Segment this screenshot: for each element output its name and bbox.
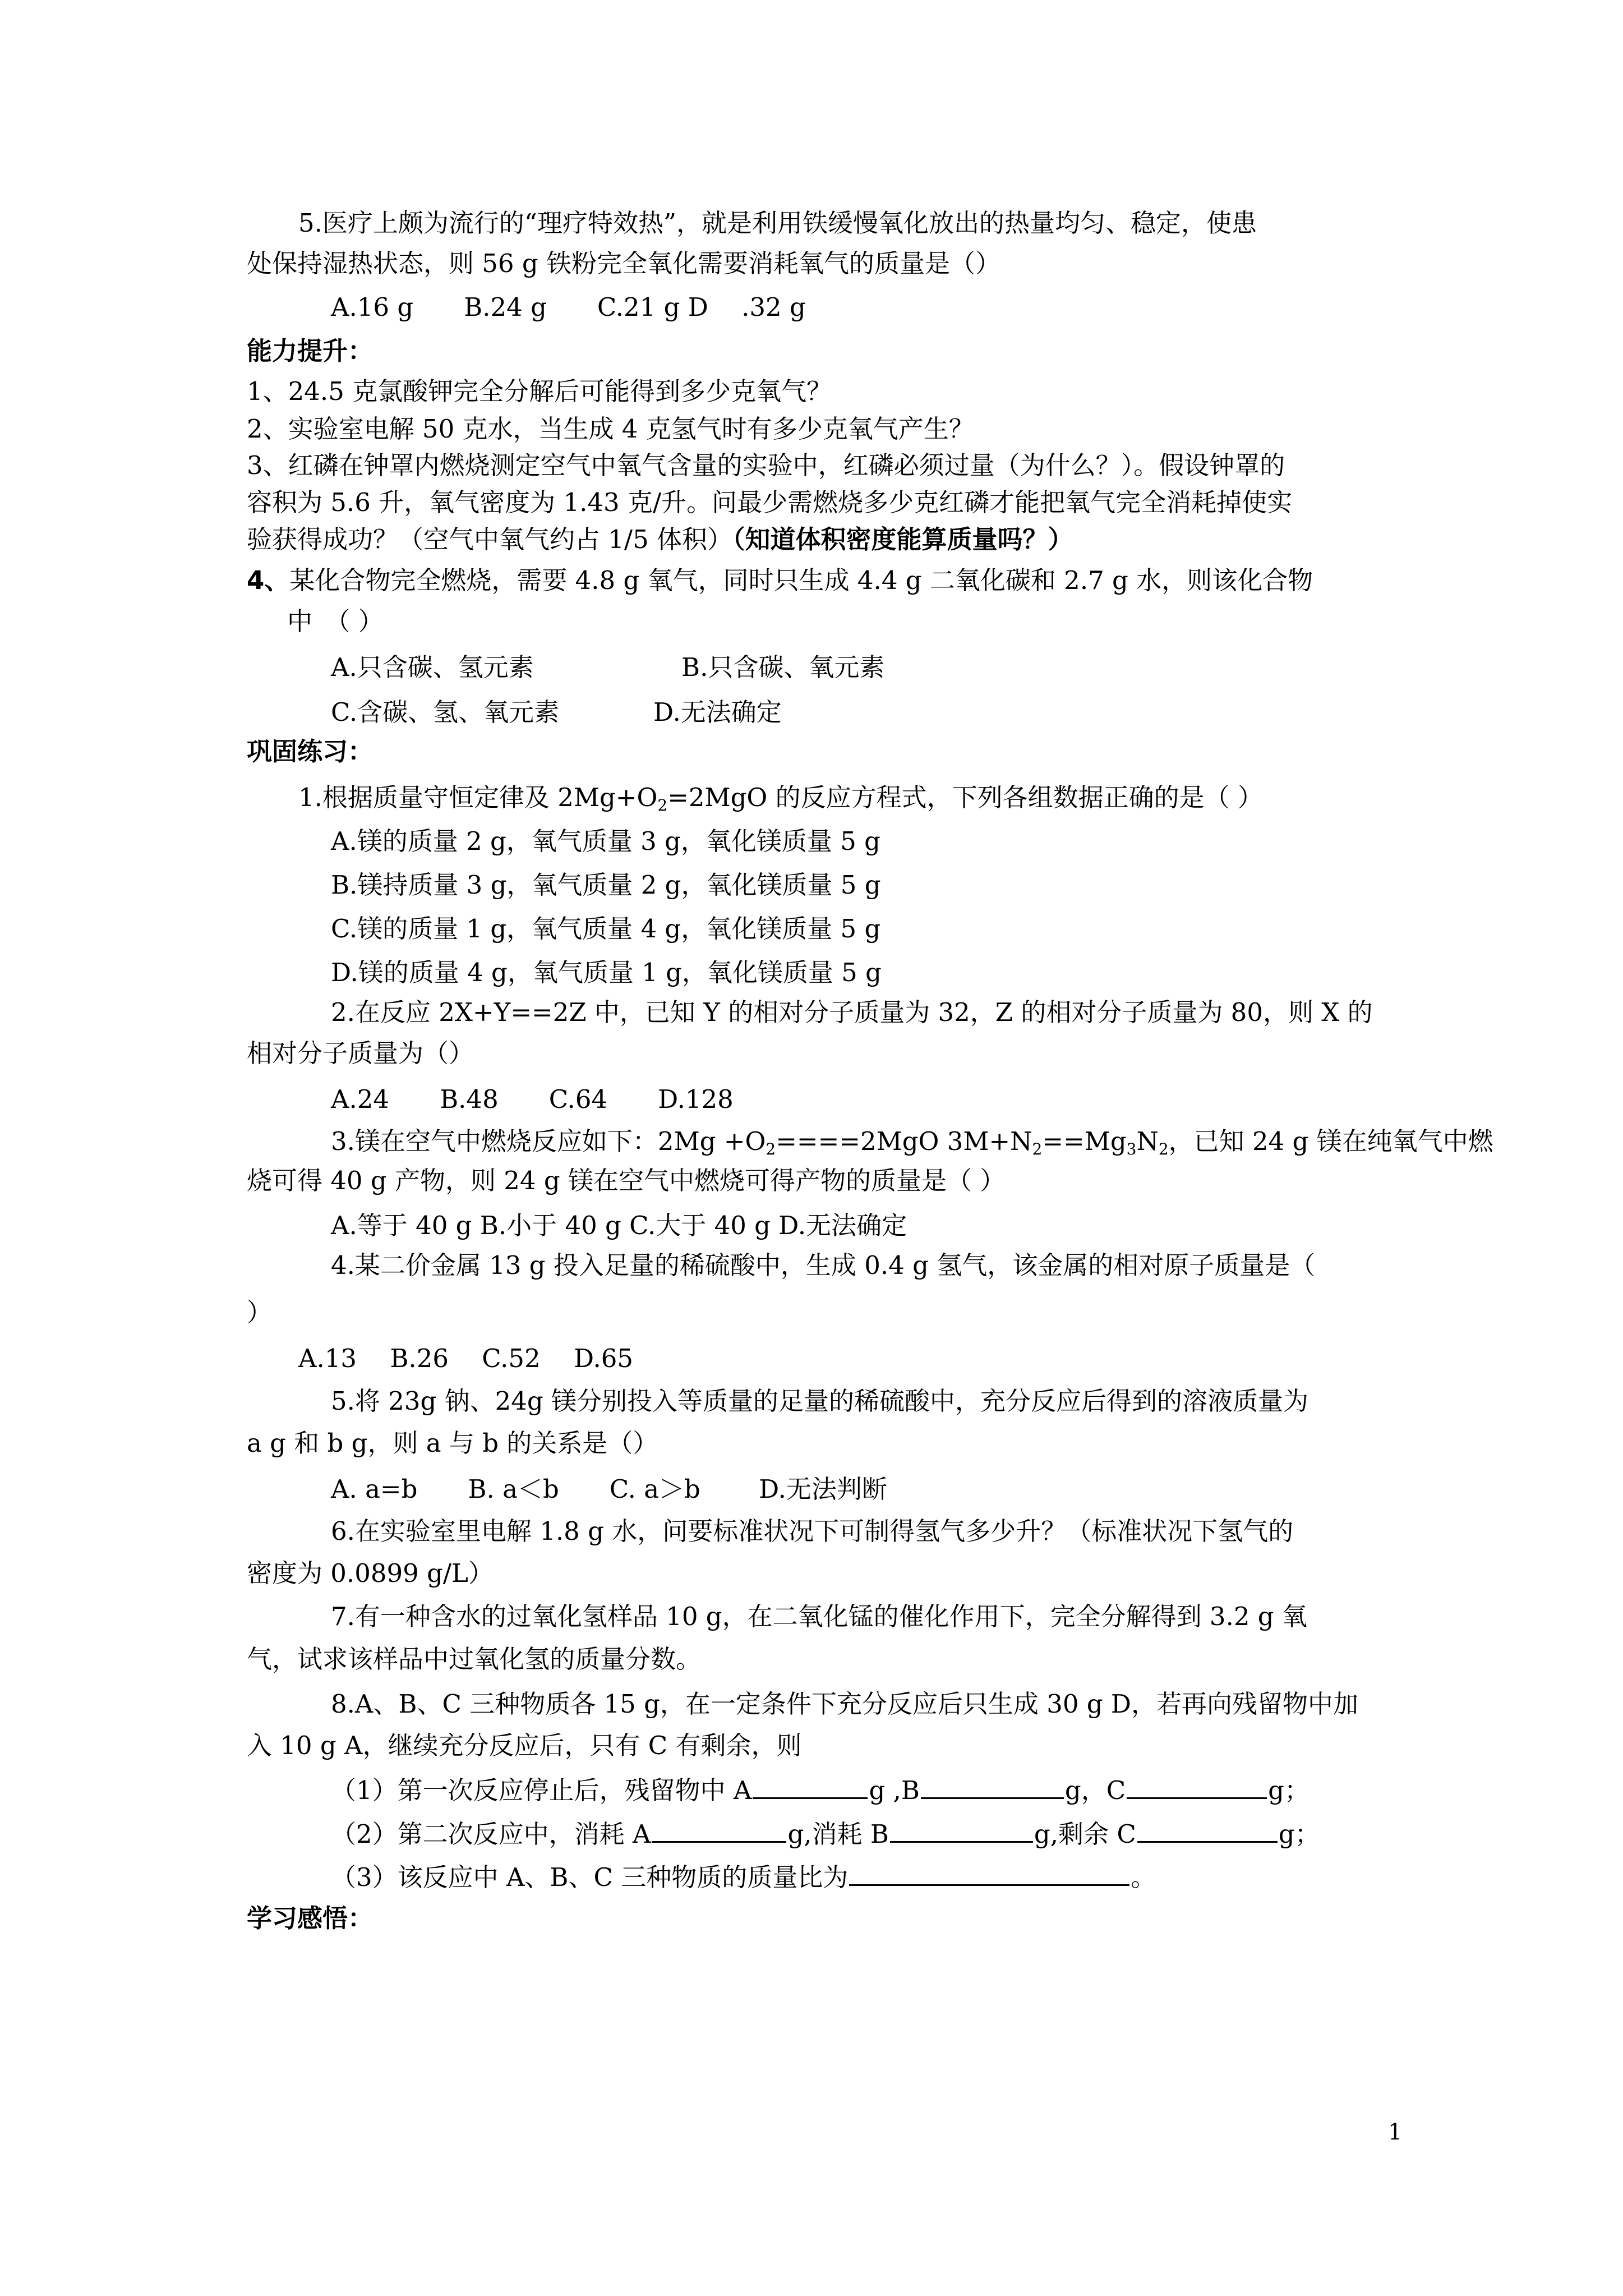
consolidate-sub1 — [331, 1773, 1310, 1807]
ability-q2: 2、实验室电解 50 克水，当生成 4 克氢气时有多少克氧气产生？ — [247, 414, 974, 444]
consolidate-p8-line1: 8.A、B、C 三种物质各 15 g，在一定条件下充分反应后只生成 30 g D，若再向残留物中加 — [331, 1689, 1358, 1719]
consolidate-p6-line2: 密度为 0.0899 g/L） — [247, 1558, 494, 1588]
consolidate-sub2 — [331, 1816, 1320, 1851]
top-q5-options: A.16 g B.24 g C.21 g D .32 g — [331, 292, 806, 322]
consolidate-p3-options: A.等于 40 g B.小于 40 g C.大于 40 g D.无法确定 — [331, 1211, 907, 1240]
consolidate-p5-options: A. a=b B. a＜b C. a＞b D.无法判断 — [331, 1474, 887, 1504]
p3-sub4: 2 — [1158, 1140, 1169, 1158]
p3-sub2: 2 — [1032, 1140, 1043, 1158]
ability-q4-number: 4、 — [247, 565, 290, 595]
consolidate-p1-line1 — [298, 781, 1263, 815]
consolidate-p7-line1: 7.有一种含水的过氧化氢样品 10 g，在二氧化锰的催化作用下，完全分解得到 3.2 g 氧 — [331, 1602, 1307, 1631]
consolidate-p4-options: A.13 B.26 C.52 D.65 — [298, 1343, 634, 1373]
ability-q3-text: 验获得成功？（空气中氧气约占 1/5 体积） — [247, 524, 733, 554]
consolidate-p4-line1: 4.某二价金属 13 g 投入足量的稀硫酸中，生成 0.4 g 氢气，该金属的相对原子质量是（ — [331, 1250, 1316, 1280]
consolidate-p3-line1 — [331, 1125, 1493, 1158]
p3-text-d: N — [1136, 1126, 1159, 1156]
consolidate-p4-line2: ） — [247, 1297, 273, 1327]
ability-q4-text: 某化合物完全燃烧，需要 4.8 g 氧气，同时只生成 4.4 g 二氧化碳和 2.7 g 水，则该化合物 — [289, 565, 1313, 595]
page-number: 1 — [1388, 2119, 1403, 2145]
consolidate-p5-line2: a g 和 b g，则 a 与 b 的关系是（） — [247, 1428, 658, 1458]
ability-q3-line3 — [247, 523, 1073, 556]
p1-text-a: 1.根据质量守恒定律及 2Mg+O — [298, 783, 658, 812]
sub1-unit-c: g，C — [1064, 1775, 1126, 1805]
answer-blank-3[interactable] — [849, 1860, 1129, 1886]
p1-text-b: =2MgO 的反应方程式，下列各组数据正确的是（ ） — [667, 783, 1263, 812]
consolidate-sub3 — [331, 1860, 1156, 1894]
consolidate-p7-line2: 气，试求该样品中过氧化氢的质量分数。 — [247, 1644, 702, 1674]
p3-text-c: ==Mg — [1042, 1126, 1127, 1156]
consolidate-p1-option-a: A.镁的质量 2 g，氧气质量 3 g，氧化镁质量 5 g — [331, 826, 880, 856]
ability-q4-option-c: C.含碳、氢、氧元素 — [331, 697, 560, 727]
consolidate-heading: 巩固练习： — [247, 737, 374, 766]
consolidate-p3-line2: 烧可得 40 g 产物，则 24 g 镁在空气中燃烧可得产物的质量是（ ） — [247, 1166, 1006, 1195]
ability-q4-line1 — [247, 564, 1313, 597]
p3-text-b: ====2MgO 3M+N — [776, 1126, 1032, 1156]
sub1-unit-d: g； — [1268, 1775, 1310, 1805]
answer-blank-1b[interactable] — [921, 1773, 1064, 1799]
answer-blank-2b[interactable] — [890, 1816, 1033, 1843]
ability-heading: 能力提升： — [247, 336, 374, 366]
reflection-heading: 学习感悟： — [247, 1903, 374, 1933]
ability-q3-hint: （知道体积密度能算质量吗？） — [732, 524, 1073, 554]
p3-sub1: 2 — [766, 1140, 776, 1158]
ability-q3-line1: 3、红磷在钟罩内燃烧测定空气中氧气含量的实验中，红磷必须过量（为什么？）。假设钟罩的 — [247, 450, 1285, 480]
top-q5-line1: 5.医疗上颇为流行的“理疗特效热”，就是利用铁缓慢氧化放出的热量均匀、稳定，使患 — [298, 208, 1257, 238]
p3-text-e: ，已知 24 g 镁在纯氧气中燃 — [1168, 1126, 1493, 1156]
top-q5-line2: 处保持湿热状态，则 56 g 铁粉完全氧化需要消耗氧气的质量是（） — [247, 249, 1000, 278]
p1-subscript: 2 — [657, 796, 668, 815]
consolidate-p1-option-d: D.镁的质量 4 g，氧气质量 1 g，氧化镁质量 5 g — [331, 958, 882, 987]
sub1-label: （1）第一次反应停止后，残留物中 A — [331, 1775, 752, 1805]
consolidate-p1-option-c: C.镁的质量 1 g，氧气质量 4 g，氧化镁质量 5 g — [331, 914, 881, 944]
sub3-label: （3）该反应中 A、B、C 三种物质的质量比为 — [331, 1862, 849, 1892]
sub2-unit-d: g； — [1278, 1819, 1320, 1849]
answer-blank-2c[interactable] — [1137, 1816, 1278, 1843]
sub2-unit-c: g,剩余 C — [1034, 1819, 1136, 1849]
consolidate-p6-line1: 6.在实验室里电解 1.8 g 水，问要标准状况下可制得氢气多少升？（标准状况下氢气的 — [331, 1516, 1294, 1546]
p3-sub3: 3 — [1126, 1140, 1137, 1158]
ability-q4-line2: 中 （ ） — [287, 606, 384, 636]
ability-q4-option-b: B.只含碳、氧元素 — [681, 652, 885, 682]
ability-q3-line2: 容积为 5.6 升，氧气密度为 1.43 克/升。问最少需燃烧多少克红磷才能把氧气完全消耗掉使实 — [247, 487, 1293, 517]
sub2-unit-b: g,消耗 B — [787, 1819, 889, 1849]
consolidate-p1-option-b: B.镁持质量 3 g，氧气质量 2 g，氧化镁质量 5 g — [331, 870, 881, 900]
consolidate-p2-options: A.24 B.48 C.64 D.128 — [331, 1084, 734, 1114]
answer-blank-1c[interactable] — [1127, 1773, 1267, 1799]
ability-q1: 1、24.5 克氯酸钾完全分解后可能得到多少克氧气？ — [247, 376, 832, 406]
consolidate-p2-line1: 2.在反应 2X+Y==2Z 中，已知 Y 的相对分子质量为 32，Z 的相对分子质量为 80，则 X 的 — [331, 997, 1373, 1027]
p3-text-a: 3.镁在空气中燃烧反应如下：2Mg +O — [331, 1126, 766, 1156]
sub3-period: 。 — [1131, 1862, 1156, 1892]
consolidate-p8-line2: 入 10 g A，继续充分反应后，只有 C 有剩余，则 — [247, 1731, 802, 1760]
answer-blank-1a[interactable] — [753, 1773, 868, 1799]
consolidate-p2-line2: 相对分子质量为（） — [247, 1038, 474, 1068]
ability-q4-option-a: A.只含碳、氢元素 — [331, 652, 534, 682]
ability-q4-option-d: D.无法确定 — [653, 697, 782, 727]
sub2-label: （2）第二次反应中，消耗 A — [331, 1819, 651, 1849]
consolidate-p5-line1: 5.将 23g 钠、24g 镁分别投入等质量的足量的稀硫酸中，充分反应后得到的溶液质量为 — [331, 1386, 1308, 1416]
answer-blank-2a[interactable] — [652, 1816, 786, 1843]
sub1-unit-b: g ,B — [869, 1775, 920, 1805]
